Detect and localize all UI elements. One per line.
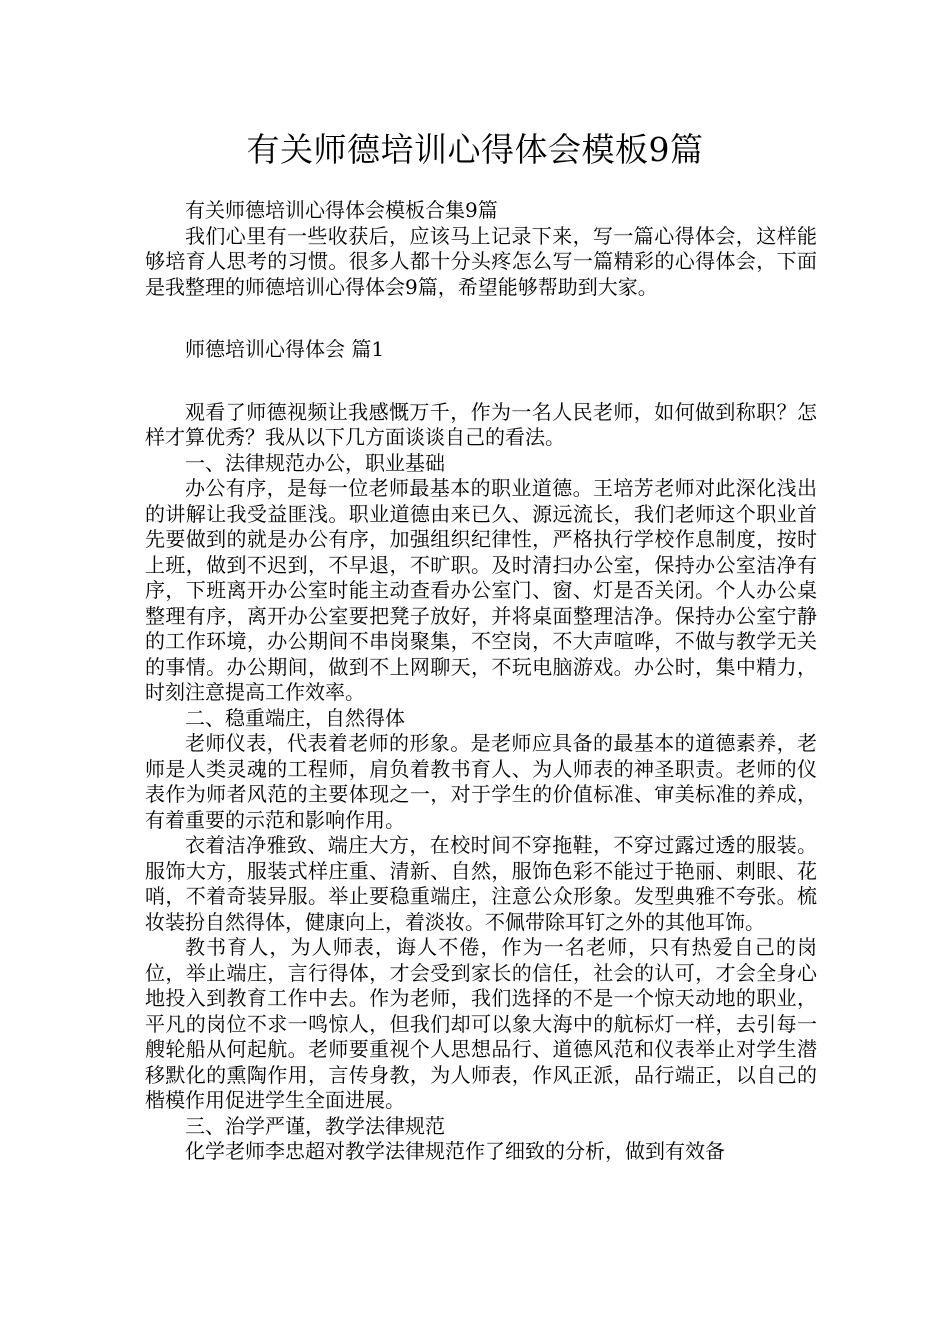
body-paragraph: 观看了师德视频让我感慨万千，作为一名人民老师，如何做到称职？怎样才算优秀？我从以下几方面谈谈自己的看法。	[145, 399, 817, 449]
intro-paragraph: 我们心里有一些收获后，应该马上记录下来，写一篇心得体会，这样能够培育人思考的习惯。很多人都十分头疼怎么写一篇精彩的心得体会，下面是我整理的师德培训心得体会9篇，希望能够帮助到大家。	[145, 223, 817, 299]
section-title: 师德培训心得体会 篇1	[185, 337, 385, 361]
body-paragraph: 教书育人，为人师表，诲人不倦，作为一名老师，只有热爱自己的岗位，举止端庄，言行得体，才会受到家长的信任，社会的认可，才会全身心地投入到教育工作中去。作为老师，我们选择的不是一个惊天动地的职业，平凡的岗位不求一鸣惊人，但我们却可以象大海中的航标灯一样，去引每一艘轮船从何起航。老师要重视个人思想品行、道德风范和仪表举止对学生潜移默化的熏陶作用，言传身教，为人师表，作风正派，品行端正，以自己的楷模作用促进学生全面进展。	[145, 935, 817, 1112]
body-paragraph: 办公有序，是每一位老师最基本的职业道德。王培芳老师对此深化浅出的讲解让我受益匪浅。职业道德由来已久、源远流长，我们老师这个职业首先要做到的就是办公有序，加强组织纪律性，严格执行学校作息制度，按时上班，做到不迟到，不早退，不旷职。及时清扫办公室，保持办公室洁净有序，下班离开办公室时能主动查看办公室门、窗、灯是否关闭。个人办公桌整理有序，离开办公室要把凳子放好，并将桌面整理洁净。保持办公室宁静的工作环境，办公期间不串岗聚集，不空岗，不大声喧哗，不做与教学无关的事情。办公期间，做到不上网聊天，不玩电脑游戏。办公时，集中精力，时刻注意提高工作效率。	[145, 476, 817, 704]
subheading-2: 二、稳重端庄，自然得体	[185, 705, 405, 730]
subheading-3: 三、治学严谨，教学法律规范	[185, 1113, 445, 1138]
body-paragraph: 化学老师李忠超对教学法律规范作了细致的分析，做到有效备	[185, 1139, 725, 1163]
document-subtitle: 有关师德培训心得体会模板合集9篇	[185, 198, 498, 222]
document-body	[145, 198, 817, 1165]
body-paragraph: 老师仪表，代表着老师的形象。是老师应具备的最基本的道德素养，老师是人类灵魂的工程师，肩负着教书育人、为人师表的神圣职责。老师的仪表作为师者风范的主要体现之一，对于学生的价值标准、审美标准的养成，有着重要的示范和影响作用。	[145, 731, 817, 832]
document-title: 有关师德培训心得体会模板9篇	[246, 130, 704, 169]
body-paragraph: 衣着洁净雅致、端庄大方，在校时间不穿拖鞋，不穿过露过透的服装。服饰大方，服装式样庄重、清新、自然，服饰色彩不能过于艳丽、刺眼、花哨，不着奇装异服。举止要稳重端庄，注意公众形象。发型典雅不夸张。梳妆装扮自然得体，健康向上，着淡妆。不佩带除耳钉之外的其他耳饰。	[145, 833, 817, 934]
subheading-1: 一、法律规范办公，职业基础	[185, 450, 445, 475]
